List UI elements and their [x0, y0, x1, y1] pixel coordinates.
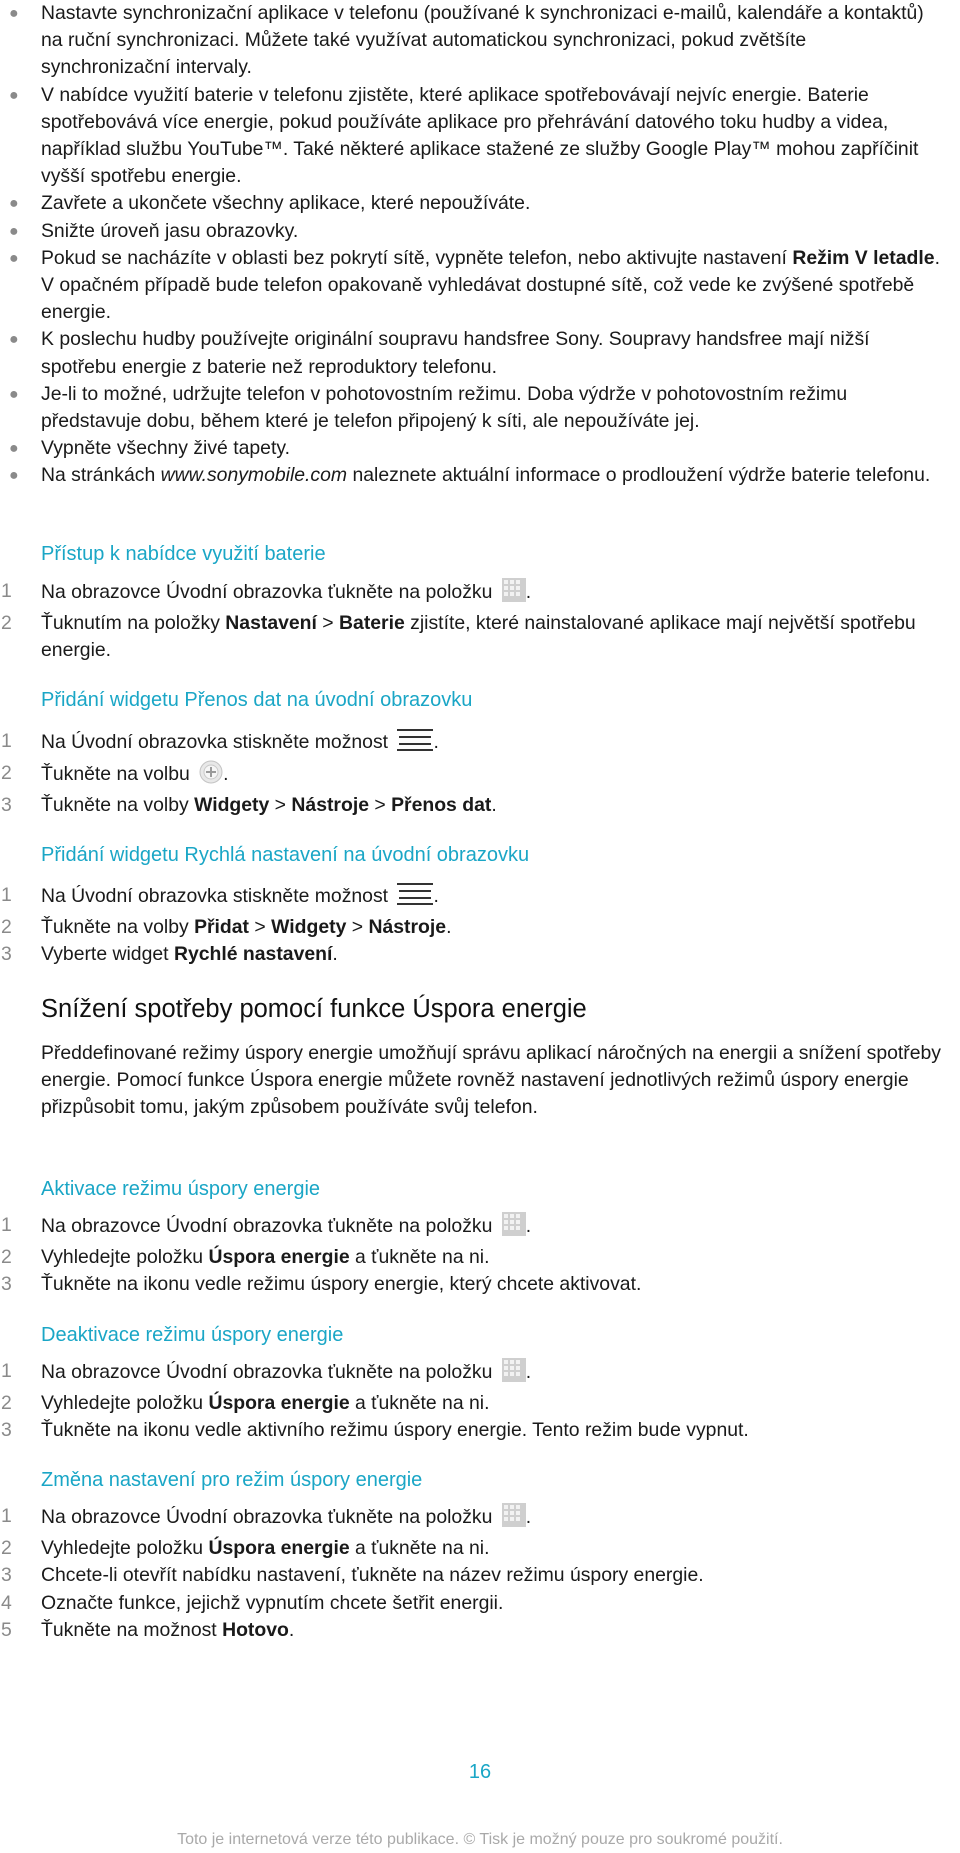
step: 2 Ťukněte na volbu . [0, 760, 960, 792]
menu-icon [397, 728, 433, 760]
tips-list [0, 0, 960, 490]
steps-list [0, 1212, 960, 1299]
page-number: 16 [468, 1761, 492, 1783]
step: 2 Ťuknutím na položky Nastavení > Baterie zjistíte, které nainstalované aplikace mají největší spotřebu energie. [1, 612, 916, 662]
apps-grid-icon [502, 1503, 526, 1535]
list-item: ● Vypněte všechny živé tapety. [0, 435, 960, 462]
bullet-icon: ● [9, 86, 19, 104]
step: 2 Vyhledejte položku Úspora energie a ťukněte na ni. [1, 1537, 490, 1560]
step: 1 Na Úvodní obrazovka stiskněte možnost . [0, 882, 960, 914]
section-title: Přidání widgetu Rychlá nastavení na úvodní obrazovku [41, 844, 530, 866]
bullet-icon: ● [9, 385, 19, 403]
list-item: ● K poslechu hudby používejte originální soupravu handsfree Sony. Soupravy handsfree mají nižší spotřebu energie z baterie než reproduktory telefonu. [9, 328, 870, 378]
step: 5 Ťukněte na možnost Hotovo. [1, 1618, 295, 1641]
apps-grid-icon [502, 1358, 526, 1390]
section-title: Deaktivace režimu úspory energie [41, 1324, 344, 1346]
section-title: Změna nastavení pro režim úspory energie [41, 1469, 423, 1491]
step: 2 Ťukněte na volby Přidat > Widgety > Nástroje. [1, 916, 452, 939]
step: 4 Označte funkce, jejichž vypnutím chcete šetřit energii. [1, 1591, 504, 1614]
steps-list [0, 578, 960, 665]
bullet-icon: ● [9, 195, 19, 213]
step: 1 Na obrazovce Úvodní obrazovka ťukněte na položku . [0, 578, 960, 610]
bullet-icon: ● [9, 331, 19, 349]
steps-list [0, 1503, 960, 1644]
menu-icon [397, 882, 433, 914]
apps-grid-icon [502, 578, 526, 610]
list-item: ● Pokud se nacházíte v oblasti bez pokrytí sítě, vypněte telefon, nebo aktivujte nastavení Režim V letadle. V opačném případě bude telefon opakovaně vyhledávat dostupné sítě, což vede ke zvýšené spotřebě energie. [9, 246, 940, 324]
step: 3 Chcete-li otevřít nabídku nastavení, ťukněte na název režimu úspory energie. [1, 1564, 704, 1587]
list-item: ● Na stránkách www.sonymobile.com naleznete aktuální informace o prodloužení výdrže baterie telefonu. [0, 462, 960, 489]
step: 1 Na Úvodní obrazovka stiskněte možnost . [0, 728, 960, 760]
step: 3 Ťukněte na volby Widgety > Nástroje > Přenos dat. [1, 794, 497, 817]
section-title: Aktivace režimu úspory energie [41, 1178, 321, 1200]
steps-list [0, 728, 960, 820]
bullet-icon: ● [9, 249, 19, 267]
section-paragraph: Předdefinované režimy úspory energie umožňují správu aplikací náročných na energii a snížení spotřeby energie. Pomocí funkce Úspora energie můžete rovněž nastavení jednotlivých režimů úspory energie přizpůsobit tomu, jakým způsobem používáte svůj telefon. [41, 1042, 942, 1119]
apps-grid-icon [502, 1212, 526, 1244]
steps-list [0, 882, 960, 969]
step: 1 Na obrazovce Úvodní obrazovka ťukněte na položku . [0, 1503, 960, 1535]
list-item: ● Nastavte synchronizační aplikace v telefonu (používané k synchronizaci e-mailů, kalendáře a kontaktů) na ruční synchronizaci. Můžete také využívat automatickou synchronizaci, pokud zvětšíte synchronizační intervaly. [9, 2, 924, 79]
bullet-icon: ● [9, 222, 19, 240]
bullet-icon: ● [9, 467, 19, 485]
step: 2 Vyhledejte položku Úspora energie a ťukněte na ni. [1, 1392, 490, 1415]
bullet-icon: ● [9, 5, 19, 22]
section-title: Přidání widgetu Přenos dat na úvodní obrazovku [41, 689, 473, 711]
step: 3 Ťukněte na ikonu vedle aktivního režimu úspory energie. Tento režim bude vypnut. [1, 1419, 749, 1442]
add-circle-icon [199, 760, 223, 792]
list-item: ● Je-li to možné, udržujte telefon v pohotovostním režimu. Doba výdrže v pohotovostním režimu představuje dobu, během které je telefon připojený k síti, ale nepoužíváte jej. [9, 382, 848, 433]
step: 1 Na obrazovce Úvodní obrazovka ťukněte na položku . [0, 1212, 960, 1244]
step: 3 Vyberte widget Rychlé nastavení. [1, 943, 338, 966]
list-item: ● Zavřete a ukončete všechny aplikace, které nepoužíváte. [0, 190, 960, 217]
footer-note: Toto je internetová verze této publikace. © Tisk je možný pouze pro soukromé použití. [177, 1831, 783, 1848]
steps-list [0, 1358, 960, 1445]
step: 3 Ťukněte na ikonu vedle režimu úspory energie, který chcete aktivovat. [1, 1273, 642, 1296]
step: 2 Vyhledejte položku Úspora energie a ťukněte na ni. [1, 1246, 490, 1269]
website-link[interactable]: www.sonymobile.com [160, 464, 348, 487]
list-item: ● V nabídce využití baterie v telefonu zjistěte, které aplikace spotřebovávají nejvíc energie. Baterie spotřebovává více energie, pokud používáte aplikace pro přehrávání datového toku hudby a videa, například službu YouTube™. Také některé aplikace stažené ze služby Google Play™ mohou zapříčinit vyšší spotřebu energie. [9, 83, 919, 188]
step: 1 Na obrazovce Úvodní obrazovka ťukněte na položku . [0, 1358, 960, 1390]
section-heading: Snížení spotřeby pomocí funkce Úspora energie [41, 995, 587, 1023]
list-item: ● Snižte úroveň jasu obrazovky. [0, 218, 960, 245]
section-title: Přístup k nabídce využití baterie [41, 543, 326, 565]
bullet-icon: ● [9, 440, 19, 458]
